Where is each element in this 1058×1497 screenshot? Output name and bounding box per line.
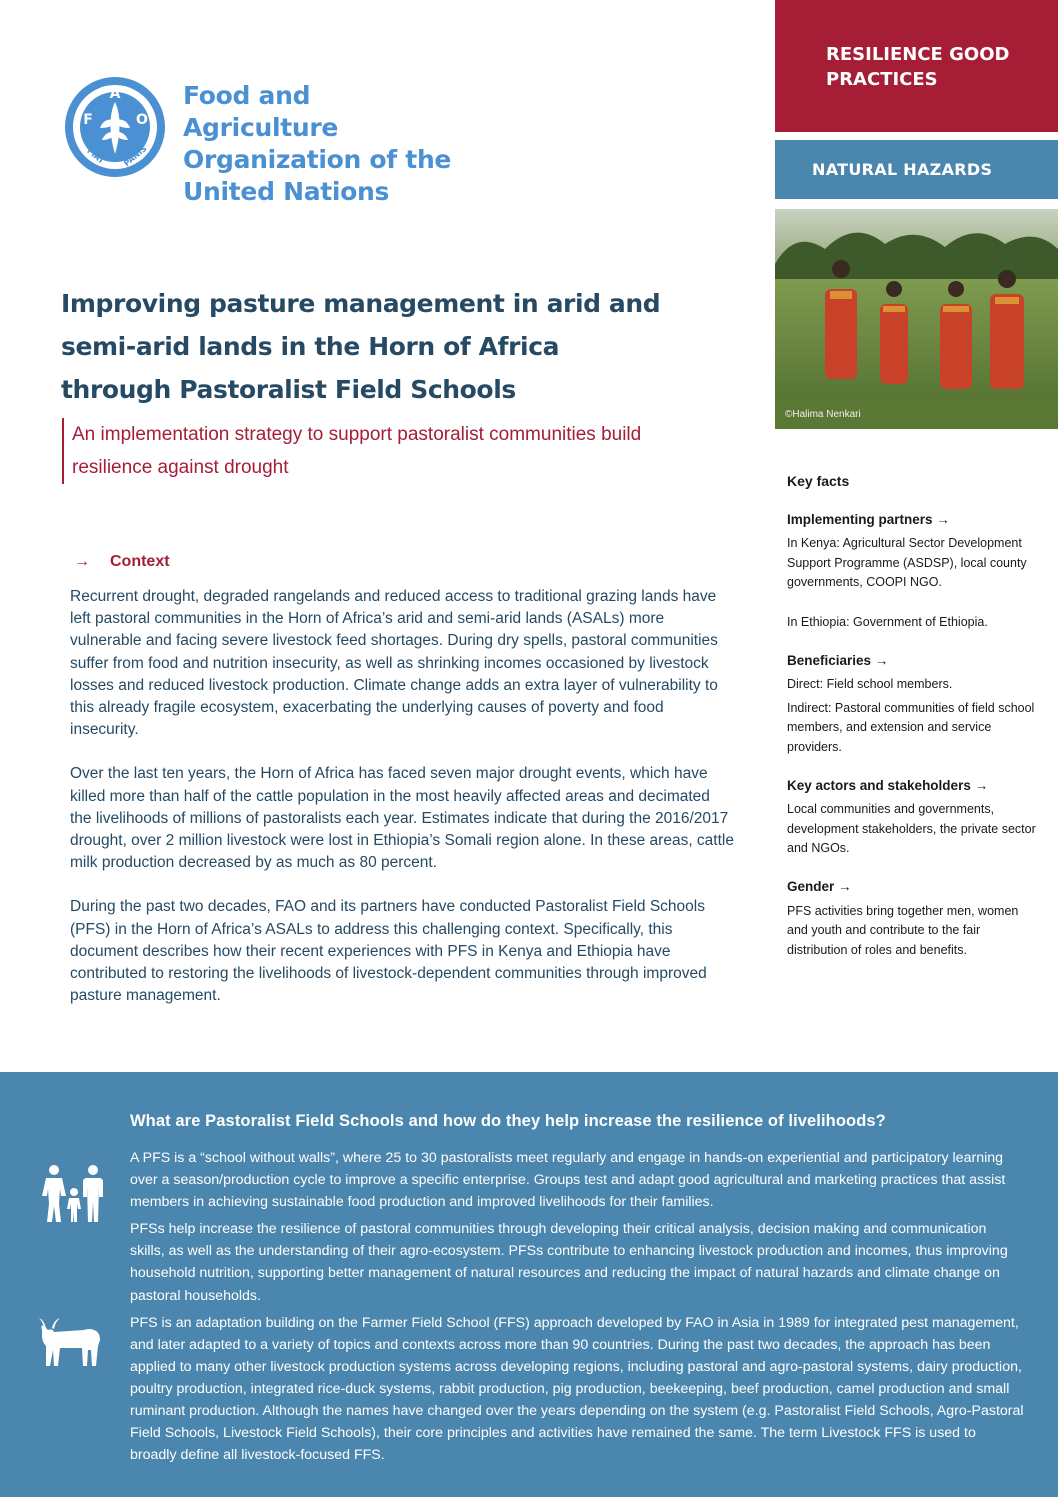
- org-name: Food and Agriculture Organization of the United Nations: [183, 81, 452, 206]
- resilience-banner: RESILIENCE GOOD PRACTICES: [775, 0, 1058, 132]
- pfs-paragraph: PFSs help increase the resilience of pastoral communities through developing their critical analysis, decision making and communication skills, as well as the understanding of their agro-ecosystem. PFSs contribute to enhancing livestock production and incomes, thus improving household nutrition, supporting better management of natural resources and reducing the impact of natural hazards and climate change on pastoral households.: [130, 1221, 1008, 1304]
- context-paragraph: Recurrent drought, degraded rangelands and reduced access to traditional grazing lands have left pastoral communities in the Horn of Africa’s arid and semi-arid lands (ASALs) more vulnerable and facing severe livestock feed shortages. During dry spells, pastoral communities suffer from food and nutrition insecurity, as well as shrinking incomes occasioned by livestock losses and reduced livestock production. Climate change adds an extra layer of vulnerability to this already fragile ecosystem, exacerbating the underlying causes of poverty and food insecurity.: [70, 588, 718, 739]
- pfs-paragraph: PFS is an adaptation building on the Farmer Field School (FFS) approach developed by FAO in Asia in 1989 for integrated pest management, and later adapted to a variety of topics and contexts across more than 90 countries. During the past two decades, the approach has been applied to many other livestock production systems across developing regions, including pastoral and agro-pastoral systems, dairy production, poultry production, integrated rice-duck systems, rabbit production, pig production, beekeeping, beef production, camel production and small ruminant production. Although the names have changed over the years depending on the system (e.g. Pastoralist Field Schools, Agro-Pastoral Field Schools, Livestock Field Schools), their core principles and activities have remained the same. The term Livestock FFS is used to broadly define all livestock-focused FFS.: [130, 1314, 1024, 1464]
- fao-emblem-icon: [62, 74, 168, 180]
- partners-ethiopia: In Ethiopia: Government of Ethiopia.: [787, 614, 988, 629]
- cow-icon: [38, 1316, 104, 1368]
- family-icon: [41, 1164, 107, 1222]
- natural-hazards-banner: NATURAL HAZARDS: [775, 140, 1058, 199]
- context-body: [70, 586, 735, 1029]
- document-title: Improving pasture management in arid and semi-arid lands in the Horn of Africa through Pastoralist Field Schools: [61, 289, 661, 404]
- context-paragraph: Over the last ten years, the Horn of Africa has faced seven major drought events, which have killed more than half of the cattle population in the most heavily affected areas and decimated the livelihoods of millions of pastoralists each year. Estimates indicate that during the 2016/2017 drought, over 2 million livestock were lost in Ethiopia’s Somali region alone. In these areas, cattle milk production decreased by as much as 80 percent.: [70, 765, 734, 872]
- implementing-partners-section: [787, 510, 1037, 633]
- fao-logo: [62, 74, 168, 180]
- document-subtitle: An implementation strategy to support pastoralist communities build resilience against drought: [62, 418, 682, 484]
- beneficiaries-section: [787, 651, 1037, 758]
- pfs-heading: What are Pastoralist Field Schools and how do they help increase the resilience of livelihoods?: [130, 1112, 886, 1130]
- context-paragraph: During the past two decades, FAO and its partners have conducted Pastoralist Field Schools (PFS) in the Horn of Africa’s ASALs to address this challenging context. Specifically, this document describes how their recent experiences with PFS in Kenya and Ethiopia have contributed to restoring the livelihoods of livestock-dependent communities through improved pasture management.: [70, 898, 707, 1005]
- key-facts-title: Key facts: [787, 473, 850, 489]
- pfs-body: [130, 1147, 1025, 1471]
- svg-text:FIAT: FIAT: [85, 146, 106, 166]
- partners-kenya: In Kenya: Agricultural Sector Development Support Programme (ASDSP), local county governments, COOPI NGO.: [787, 536, 1027, 590]
- pfs-info-box: [0, 1072, 1058, 1497]
- svg-text:F: F: [83, 112, 93, 128]
- cover-photo: [775, 209, 1058, 429]
- pfs-paragraph: A PFS is a “school without walls”, where 25 to 30 pastoralists meet regularly and engage in hands-on experiential and participatory learning over a season/production cycle to improve a specific enterprise. Groups test and adapt good agricultural and marketing practices that assist members in achieving sustainable food production and improved livelihoods for their families.: [130, 1150, 1006, 1211]
- beneficiaries-heading: Beneficiaries →: [787, 652, 889, 668]
- key-facts-sidebar: [787, 472, 1037, 978]
- key-actors-section: [787, 776, 1037, 859]
- context-heading: [74, 553, 170, 571]
- gender-heading: Gender →: [787, 878, 852, 894]
- beneficiaries-indirect: Indirect: Pastoral communities of field school members, and extension and service providers.: [787, 700, 1035, 754]
- context-heading-label: Context: [110, 553, 170, 570]
- implementing-partners-heading: Implementing partners →: [787, 511, 950, 527]
- gender-section: [787, 877, 1037, 960]
- svg-text:PANIS: PANIS: [122, 144, 149, 169]
- arrow-right-icon: →: [74, 553, 90, 570]
- key-actors-heading: Key actors and stakeholders →: [787, 777, 989, 793]
- gender-text: PFS activities bring together men, women and youth and contribute to the fair distribution of roles and benefits.: [787, 903, 1019, 957]
- beneficiaries-direct: Direct: Field school members.: [787, 677, 953, 692]
- svg-text:O: O: [136, 112, 148, 128]
- svg-text:A: A: [109, 86, 121, 102]
- key-actors-text: Local communities and governments, development stakeholders, the private sector and NGOs.: [787, 802, 1036, 856]
- photo-credit: ©Halima Nenkari: [785, 409, 861, 420]
